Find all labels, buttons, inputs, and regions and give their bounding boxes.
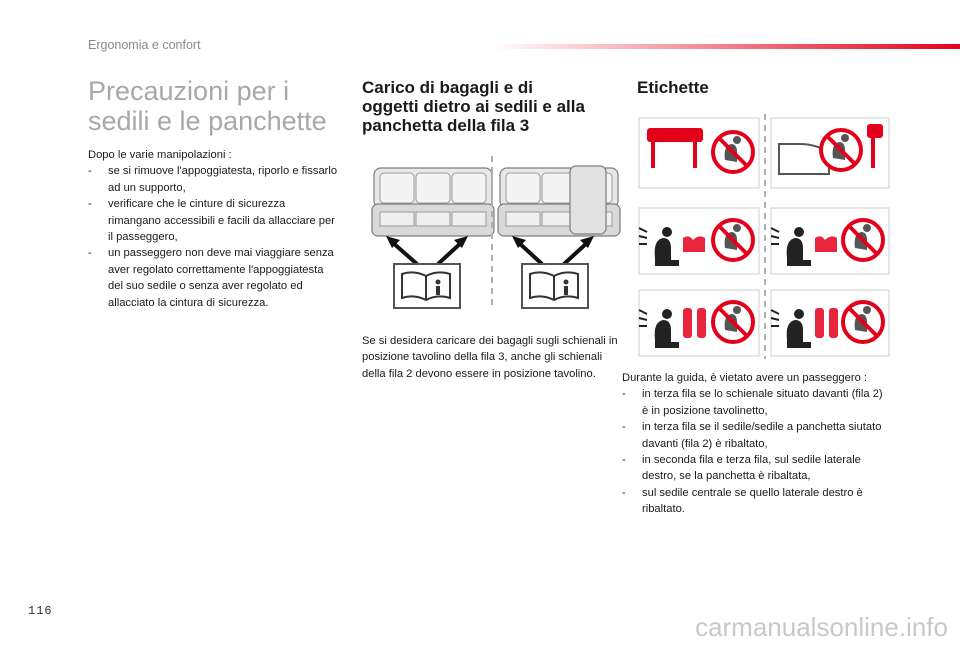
list-item-text: verificare che le cinture di sicurezza rimangano accessibili e facili da allacciare per il passeggero,	[108, 198, 335, 244]
header-section-title: Ergonomia e confort	[88, 38, 201, 52]
col1-title	[88, 76, 327, 136]
list-item: - un passeggero non deve mai viaggiare senza aver regolato correttamente l'appoggiatesta del suo sedile o senza aver regolato ed allacciato la cintura di sicurezza.	[88, 247, 334, 309]
col2-title	[362, 78, 630, 135]
col1-title-line: sedili e le panchette	[88, 106, 327, 136]
col2-title-line: Carico di bagagli e di	[362, 78, 533, 97]
col1-title-line: Precauzioni per i	[88, 76, 290, 106]
seat-luggage-illustration	[362, 156, 624, 316]
col2-body	[362, 333, 624, 382]
list-item-text: in seconda fila e terza fila, sul sedile laterale destro, se la panchetta è ribaltata,	[642, 454, 861, 483]
book-info-icon	[394, 264, 460, 308]
list-item: - in terza fila se lo schienale situato davanti (fila 2) è in posizione tavolinetto,	[622, 388, 883, 417]
col2-title-line: oggetti dietro ai sedili e alla	[362, 97, 585, 116]
list-item: - sul sedile centrale se quello laterale destro è ribaltato.	[622, 486, 863, 516]
list-item-text: in terza fila se lo schienale situato davanti (fila 2) è in posizione tavolinetto,	[642, 388, 883, 417]
list-item: - verificare che le cinture di sicurezza rimangano accessibili e facili da allacciare per il passeggero,	[88, 198, 335, 244]
book-info-icon	[522, 264, 588, 308]
warning-labels-illustration	[637, 114, 892, 359]
col3-intro: Durante la guida, è vietato avere un passeggero :	[622, 372, 868, 384]
watermark: carmanualsonline.info	[695, 612, 948, 642]
list-item-text: un passeggero non deve mai viaggiare senza aver regolato correttamente l'appoggiatesta del suo sedile o senza aver regolato ed allacciato la cintura di sicurezza.	[108, 247, 334, 309]
col3-title: Etichette	[637, 78, 709, 97]
list-item: - in terza fila se il sedile/sedile a panchetta siutato davanti (fila 2) è ribaltato,	[622, 421, 882, 450]
list-item: - se si rimuove l'appoggiatesta, riporlo e fissarlo ad un supporto,	[88, 165, 338, 194]
header-accent-bar	[490, 44, 960, 49]
col3-body	[622, 370, 890, 518]
col1-body	[88, 147, 338, 311]
list-item: - in seconda fila e terza fila, sul sedile laterale destro, se la panchetta è ribaltata,	[622, 454, 861, 483]
list-item-text: se si rimuove l'appoggiatesta, riporlo e fissarlo ad un supporto,	[108, 165, 338, 194]
list-item-text: in terza fila se il sedile/sedile a panchetta siutato davanti (fila 2) è ribaltato,	[642, 421, 882, 450]
col1-intro: Dopo le varie manipolazioni :	[88, 149, 232, 161]
page-number: 116	[28, 604, 53, 618]
col2-title-line: panchetta della fila 3	[362, 116, 530, 135]
list-item-text: sul sedile centrale se quello laterale destro è ribaltato.	[642, 486, 863, 516]
col2-paragraph: Se si desidera caricare dei bagagli sugli schienali in posizione tavolino della fila 3, anche gli schienali della fila 2 devono essere in posizione tavolino.	[362, 335, 618, 380]
